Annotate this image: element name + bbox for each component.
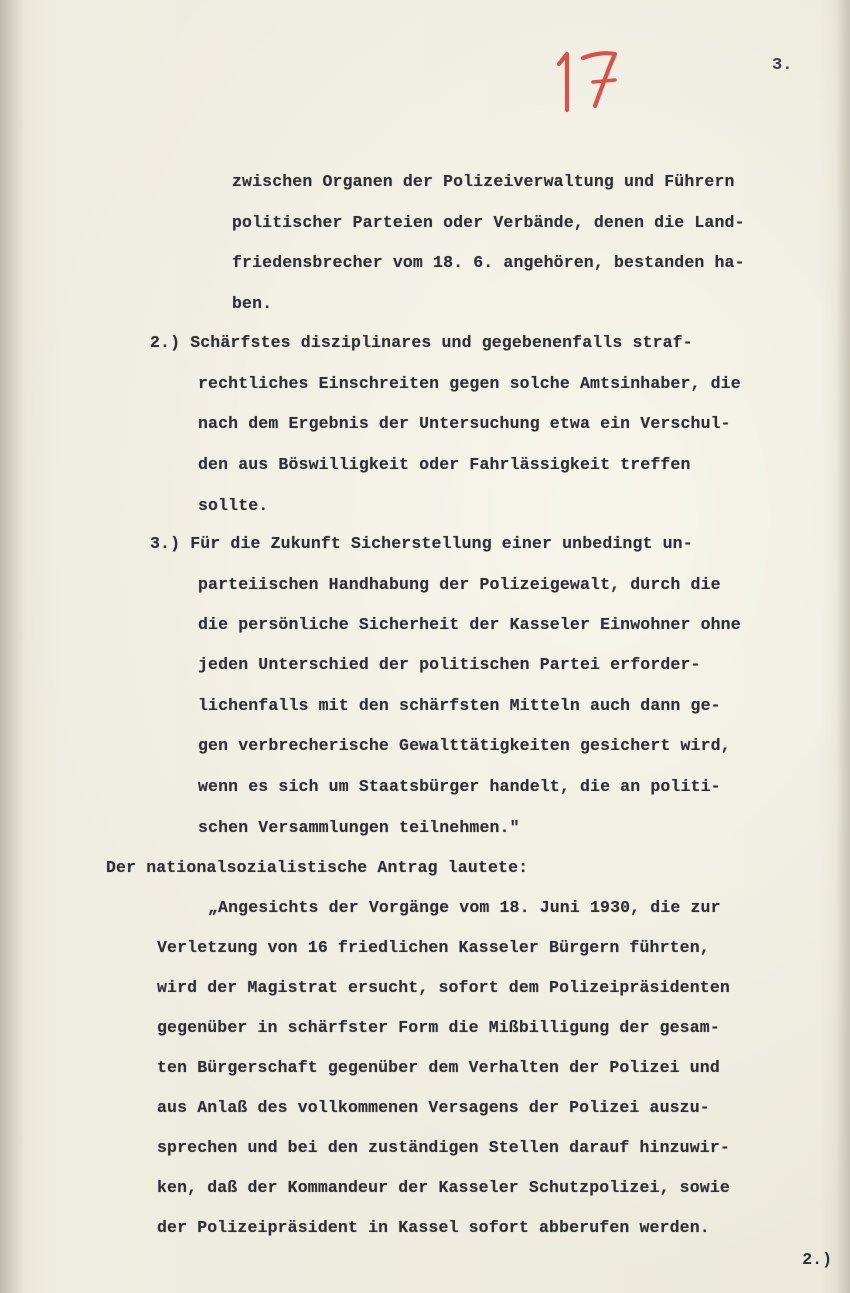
- text-line: den aus Böswilligkeit oder Fahrlässigkeit treffen: [198, 455, 691, 474]
- text-line: 3.) Für die Zukunft Sicherstellung einer unbedingt un-: [150, 534, 693, 553]
- text-line: politischer Parteien oder Verbände, denen die Land-: [232, 213, 745, 232]
- text-line: rechtliches Einschreiten gegen solche Amtsinhaber, die: [198, 374, 741, 393]
- text-line: nach dem Ergebnis der Untersuchung etwa ein Verschul-: [198, 414, 731, 433]
- text-line: gegenüber in schärfster Form die Mißbilligung der gesam-: [157, 1018, 720, 1037]
- text-line: sprechen und bei den zuständigen Stellen darauf hinzuwir-: [157, 1138, 730, 1157]
- text-line: aus Anlaß des vollkommenen Versagens der Polizei auszu-: [157, 1098, 710, 1117]
- text-line: ken, daß der Kommandeur der Kasseler Schutzpolizei, sowie: [157, 1178, 730, 1197]
- text-line: lichenfalls mit den schärfsten Mitteln auch dann ge-: [198, 696, 721, 715]
- page-right-shadow: [836, 0, 850, 1293]
- text-line: der Polizeipräsident in Kassel sofort abberufen werden.: [157, 1218, 710, 1237]
- text-line: Der nationalsozialistische Antrag lautete:: [106, 858, 529, 877]
- text-line: wenn es sich um Staatsbürger handelt, die an politi-: [198, 777, 721, 796]
- text-line: wird der Magistrat ersucht, sofort dem Polizeipräsidenten: [157, 978, 730, 997]
- text-line: sollte.: [198, 496, 269, 515]
- text-line: „Angesichts der Vorgänge vom 18. Juni 1930, die zur: [208, 898, 721, 917]
- text-line: 2.) Schärfstes disziplinares und gegebenenfalls straf-: [150, 333, 693, 352]
- page-number: 3.: [772, 56, 793, 75]
- text-line: zwischen Organen der Polizeiverwaltung und Führern: [232, 172, 735, 191]
- continuation-marker: 2.): [802, 1250, 832, 1269]
- text-line: Verletzung von 16 friedlichen Kasseler Bürgern führten,: [157, 938, 710, 957]
- folio-mark: [553, 40, 633, 120]
- text-line: schen Versammlungen teilnehmen.": [198, 818, 520, 837]
- text-line: gen verbrecherische Gewalttätigkeiten gesichert wird,: [198, 736, 731, 755]
- text-line: parteiischen Handhabung der Polizeigewalt, durch die: [198, 575, 721, 594]
- text-line: ten Bürgerschaft gegenüber dem Verhalten der Polizei und: [157, 1058, 720, 1077]
- page-left-shadow: [0, 0, 24, 1293]
- text-line: die persönliche Sicherheit der Kasseler Einwohner ohne: [198, 615, 741, 634]
- text-line: friedensbrecher vom 18. 6. angehören, bestanden ha-: [232, 253, 745, 272]
- text-line: ben.: [232, 294, 273, 313]
- text-line: jeden Unterschied der politischen Partei erforder-: [198, 655, 701, 674]
